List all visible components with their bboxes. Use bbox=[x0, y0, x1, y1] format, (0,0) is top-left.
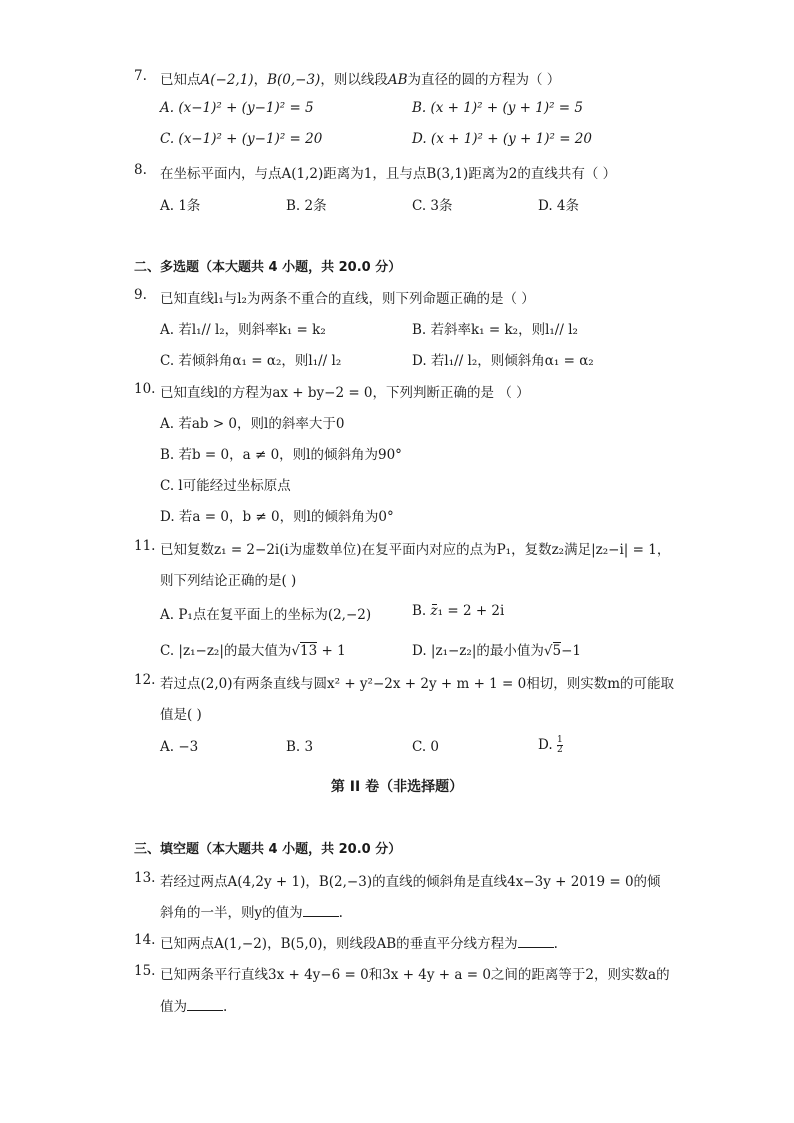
question-stem-line-2: 斜角的一半，则y的值为 . bbox=[160, 905, 343, 921]
option-c[interactable]: C. 0 bbox=[412, 739, 440, 755]
question-stem-line-1: 已知复数z₁ = 2−2i(i为虚数单位)在复平面内对应的点为P₁，复数z₂满足|z₂−i| = 1， bbox=[160, 542, 671, 558]
question-stem-line-2: 值是( ) bbox=[160, 707, 202, 723]
option-c[interactable]: C. 若倾斜角α₁ = α₂，则l₁// l₂ bbox=[160, 353, 342, 369]
question-stem: 已知直线l的方程为ax + by−2 = 0，下列判断正确的是 （ ） bbox=[160, 385, 530, 401]
question-number: 8. bbox=[134, 162, 147, 178]
question-number: 10. bbox=[134, 381, 156, 397]
answer-blank[interactable] bbox=[303, 904, 339, 917]
question-stem-line-1: 若过点(2,0)有两条直线与圆x² + y²−2x + 2y + m + 1 = 0相切，则实数m的可能取 bbox=[160, 676, 675, 692]
option-b[interactable]: B. 若b = 0，a ≠ 0，则l的倾斜角为90° bbox=[160, 447, 402, 463]
question-number: 14. bbox=[134, 932, 156, 948]
radicand: 5 bbox=[552, 643, 562, 659]
option-a[interactable]: A. 1条 bbox=[160, 198, 201, 214]
option-a[interactable]: A. −3 bbox=[160, 739, 199, 755]
question-stem-line-2: 值为 . bbox=[160, 999, 228, 1015]
answer-blank[interactable] bbox=[518, 935, 554, 948]
option-a[interactable]: A. (x−1)² + (y−1)² = 5 bbox=[160, 100, 314, 116]
question-stem: 已知直线l₁与l₂为两条不重合的直线，则下列命题正确的是（ ） bbox=[160, 291, 535, 307]
section-heading-fill-in: 三、填空题（本大题共 4 小题，共 20.0 分） bbox=[134, 842, 402, 857]
option-b[interactable]: B. 若斜率k₁ = k₂，则l₁// l₂ bbox=[412, 322, 578, 338]
conjugate-bar: z bbox=[430, 603, 438, 619]
question-number: 12. bbox=[134, 672, 156, 688]
radicand: 13 bbox=[300, 643, 318, 659]
question-stem-line-1: 若经过两点A(4,2y + 1)，B(2,−3)的直线的倾斜角是直线4x−3y + 2019 = 0的倾 bbox=[160, 874, 661, 890]
option-d[interactable]: D. $\frac{1}{2}$ bbox=[538, 735, 563, 755]
option-d[interactable]: D. 4条 bbox=[538, 198, 580, 214]
fraction: $\frac{1}{2}$ bbox=[556, 735, 563, 755]
volume-heading: 第 II 卷（非选择题） bbox=[330, 779, 464, 795]
question-stem-line-2: 则下列结论正确的是( ) bbox=[160, 573, 297, 589]
option-b[interactable]: B. 2条 bbox=[286, 198, 327, 214]
option-c[interactable]: C. |z₁−z₂|的最大值为√13 + 1 bbox=[160, 643, 346, 659]
option-c[interactable]: C. (x−1)² + (y−1)² = 20 bbox=[160, 131, 323, 147]
question-number: 7. bbox=[134, 68, 147, 84]
option-a[interactable]: A. 若ab > 0，则l的斜率大于0 bbox=[160, 416, 345, 432]
answer-blank[interactable] bbox=[187, 998, 223, 1011]
section-heading-multiple-choice: 二、多选题（本大题共 4 小题，共 20.0 分） bbox=[134, 260, 402, 275]
option-d[interactable]: D. |z₁−z₂|的最小值为√5−1 bbox=[412, 643, 581, 659]
option-b[interactable]: B. (x + 1)² + (y + 1)² = 5 bbox=[412, 100, 583, 116]
option-b[interactable]: B. 3 bbox=[286, 739, 314, 755]
question-stem: 在坐标平面内，与点A(1,2)距离为1，且与点B(3,1)距离为2的直线共有（ ） bbox=[160, 166, 617, 182]
option-b[interactable]: B. z₁ = 2 + 2i bbox=[412, 603, 505, 619]
option-c[interactable]: C. l可能经过坐标原点 bbox=[160, 478, 291, 494]
question-number: 11. bbox=[134, 538, 156, 554]
option-d[interactable]: D. 若a = 0，b ≠ 0，则l的倾斜角为0° bbox=[160, 509, 394, 525]
question-number: 13. bbox=[134, 870, 156, 886]
option-d[interactable]: D. (x + 1)² + (y + 1)² = 20 bbox=[412, 131, 592, 147]
option-a[interactable]: A. P₁点在复平面上的坐标为(2,−2) bbox=[160, 607, 372, 623]
option-c[interactable]: C. 3条 bbox=[412, 198, 453, 214]
option-d[interactable]: D. 若l₁// l₂，则倾斜角α₁ = α₂ bbox=[412, 353, 594, 369]
option-a[interactable]: A. 若l₁// l₂，则斜率k₁ = k₂ bbox=[160, 322, 326, 338]
question-stem: 已知点A(−2,1)，B(0,−3)，则以线段AB为直径的圆的方程为（ ） bbox=[160, 72, 561, 88]
question-number: 9. bbox=[134, 287, 147, 303]
question-stem-line-1: 已知两条平行直线3x + 4y−6 = 0和3x + 4y + a = 0之间的距离等于2，则实数a的 bbox=[160, 967, 670, 983]
question-stem: 已知两点A(1,−2)，B(5,0)，则线段AB的垂直平分线方程为 . bbox=[160, 936, 558, 952]
question-number: 15. bbox=[134, 963, 156, 979]
